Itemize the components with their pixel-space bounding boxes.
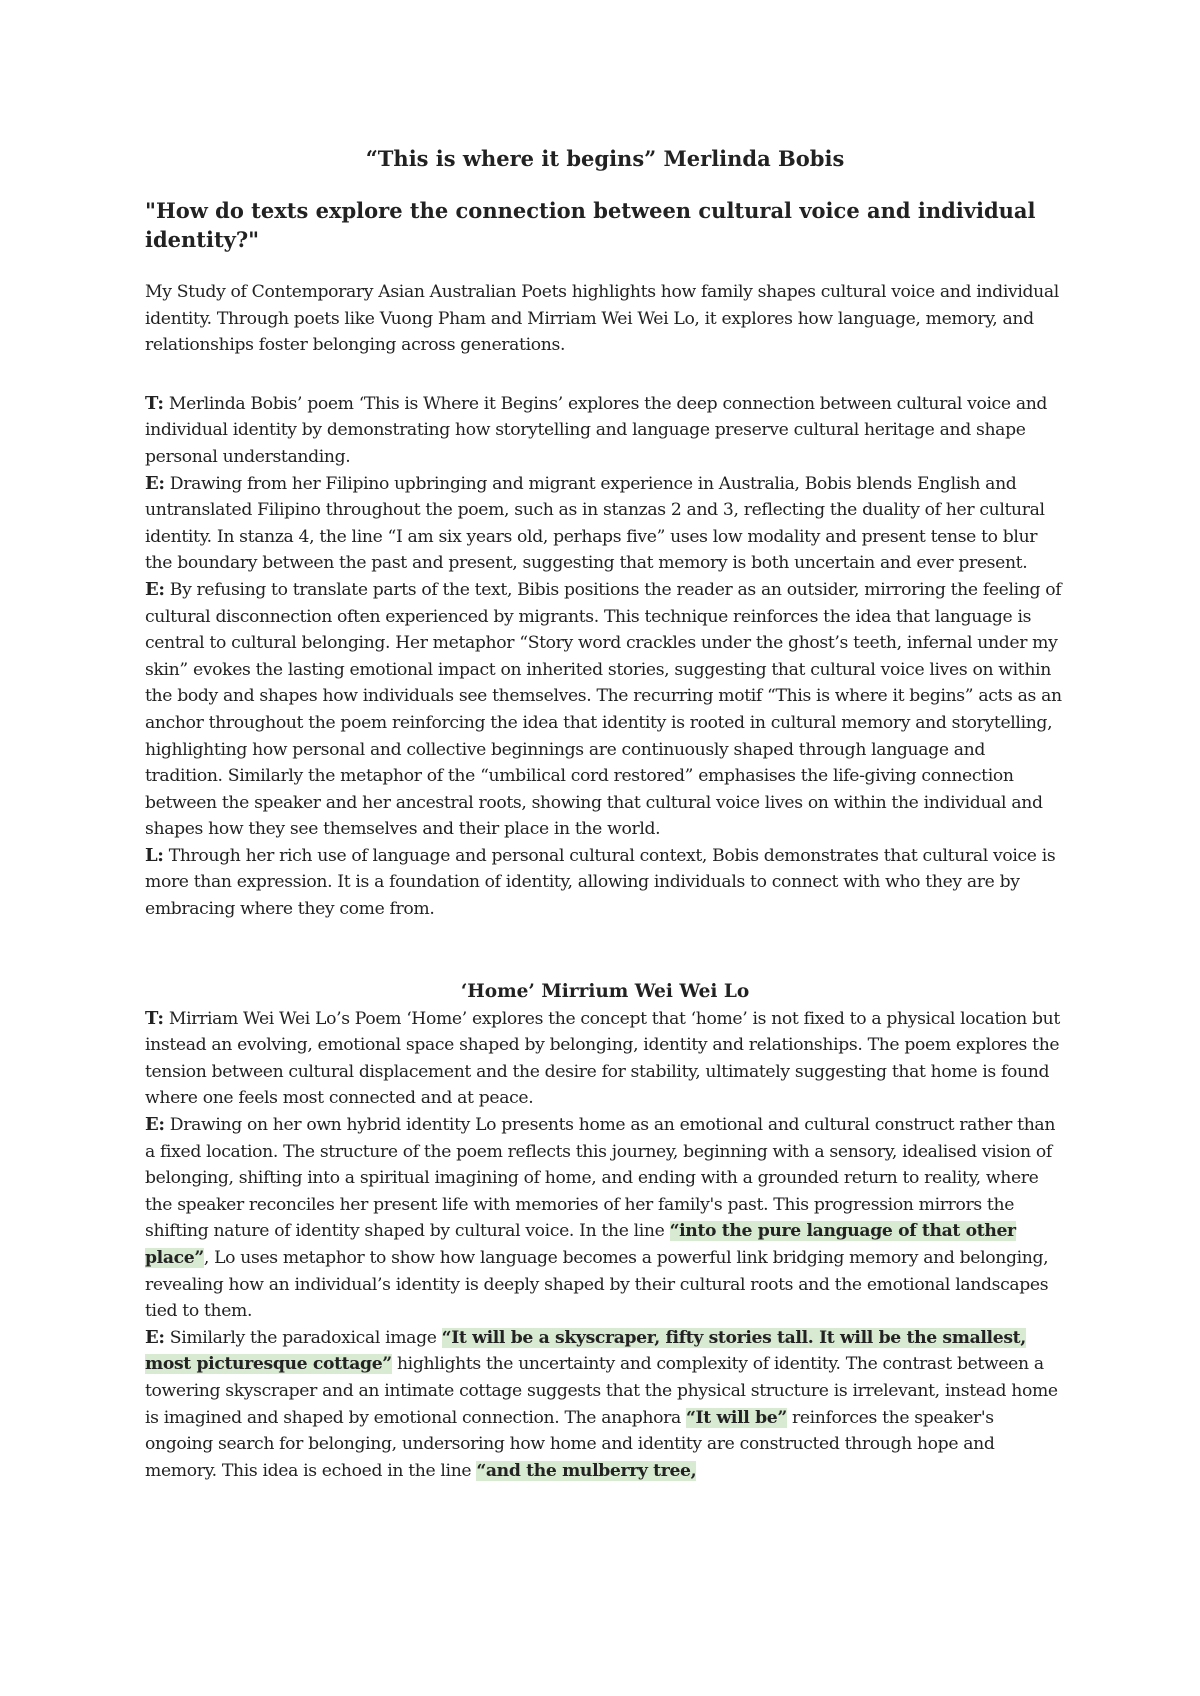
bobis-link-text: Through her rich use of language and personal cultural context, Bobis demonstrates that cultural voice is more than expression. It is a foundation of identity, allowing individuals to connect with who they are by embracing where they come from. (145, 845, 1056, 920)
lo-evidence-text-c: reinforces the speaker's ongoing search for belonging, undersoring how home and identity are constructed through hope and memory. This idea is echoed in the line (145, 1407, 995, 1481)
bobis-evidence-paragraph (145, 577, 1065, 843)
lo-explain-paragraph (145, 1112, 1065, 1325)
bobis-link-paragraph (145, 843, 1065, 923)
intro-paragraph: My Study of Contemporary Asian Australian Poets highlights how family shapes cultural voice and individual identity. Through poets like Vuong Pham and Mirriam Wei Wei Lo, it explores how language, memory, and relationships foster belonging across generations. (145, 282, 1059, 356)
highlighted-quote: “It will be” (686, 1407, 787, 1428)
highlighted-quote: “and the mulberry tree, (476, 1460, 697, 1481)
bobis-evidence-text: By refusing to translate parts of the text, Bibis positions the reader as an outsider, mirroring the feeling of cultural disconnection often experienced by migrants. This technique reinforces the idea that language is central to cultural belonging. Her metaphor “Story word crackles under the ghost’s teeth, infernal under my skin” evokes the lasting emotional impact on inherited stories, suggesting that cultural voice lives on within the body and shapes how individuals see themselves. The recurring motif “This is where it begins” acts as an anchor throughout the poem reinforcing the idea that identity is rooted in cultural memory and storytelling, highlighting how personal and collective beginnings are continuously shaped through language and tradition. Similarly the metaphor of the “umbilical cord restored” emphasises the life-giving connection between the speaker and her ancestral roots, showing that cultural voice lives on within the individual and shapes how they see themselves and their place in the world. (145, 579, 1062, 840)
highlighted-quote: “into the pure language of that other place” (145, 1221, 1016, 1268)
document-title: “This is where it begins” Merlinda Bobis (365, 146, 845, 171)
bobis-explain-paragraph (145, 471, 1065, 577)
teel-label-t: T: (145, 392, 164, 414)
lo-explain-text-b: , Lo uses metaphor to show how language becomes a powerful link bridging memory and belonging, revealing how an individual’s identity is deeply shaped by their cultural roots and the emotional landscapes tied to them. (145, 1248, 1049, 1322)
lo-evidence-text-b: highlights the uncertainty and complexity of identity. The contrast between a towering skyscraper and an intimate cottage suggests that the physical structure is irrelevant, instead home is imagined and shaped by emotional connection. The anaphora (145, 1354, 1058, 1428)
teel-label-e: E: (145, 578, 165, 600)
lo-evidence-text-a: Similarly the paradoxical image (164, 1327, 442, 1348)
bobis-topic-text: Merlinda Bobis’ poem ‘This is Where it Begins’ explores the deep connection between cultural voice and individual identity by demonstrating how storytelling and language preserve cultural heritage and shape personal understanding. (145, 393, 1048, 467)
lo-topic-paragraph (145, 1006, 1065, 1112)
teel-label-e: E: (145, 1326, 165, 1348)
section-lo (145, 978, 1065, 1485)
essay-question: "How do texts explore the connection between cultural voice and individual identity?" (145, 198, 1036, 252)
lo-topic-text: Mirriam Wei Wei Lo’s Poem ‘Home’ explores the concept that ‘home’ is not fixed to a physical location but instead an evolving, emotional space shaped by belonging, identity and relationships. The poem explores the tension between cultural displacement and the desire for stability, ultimately suggesting that home is found where one feels most connected and at peace. (145, 1008, 1060, 1109)
section-bobis (145, 391, 1065, 923)
lo-explain-text-a: Drawing on her own hybrid identity Lo presents home as an emotional and cultural construct rather than a fixed location. The structure of the poem reflects this journey, beginning with a sensory, idealised vision of belonging, shifting into a spiritual imagining of home, and ending with a grounded return to reality, where the speaker reconciles her present life with memories of her family's past. This progression mirrors the shifting nature of identity shaped by cultural voice. In the line (145, 1115, 1056, 1242)
bobis-explain-text: Drawing from her Filipino upbringing and migrant experience in Australia, Bobis blends English and untranslated Filipino throughout the poem, such as in stanzas 2 and 3, reflecting the duality of her cultural identity. In stanza 4, the line “I am six years old, perhaps five” uses low modality and present tense to blur the boundary between the past and present, suggesting that memory is both uncertain and ever present. (145, 473, 1045, 574)
lo-section-title: ‘Home’ Mirrium Wei Wei Lo (460, 980, 750, 1002)
bobis-topic-paragraph (145, 391, 1065, 471)
section-spacer (145, 923, 1065, 978)
lo-evidence-paragraph (145, 1325, 1065, 1485)
highlighted-quote: “It will be a skyscraper, fifty stories tall. It will be the smallest, most picturesque cottage” (145, 1327, 1026, 1375)
teel-label-t: T: (145, 1007, 164, 1029)
teel-label-e: E: (145, 472, 165, 494)
teel-label-l: L: (145, 844, 164, 866)
document-page (145, 140, 1065, 1484)
teel-label-e: E: (145, 1114, 165, 1136)
